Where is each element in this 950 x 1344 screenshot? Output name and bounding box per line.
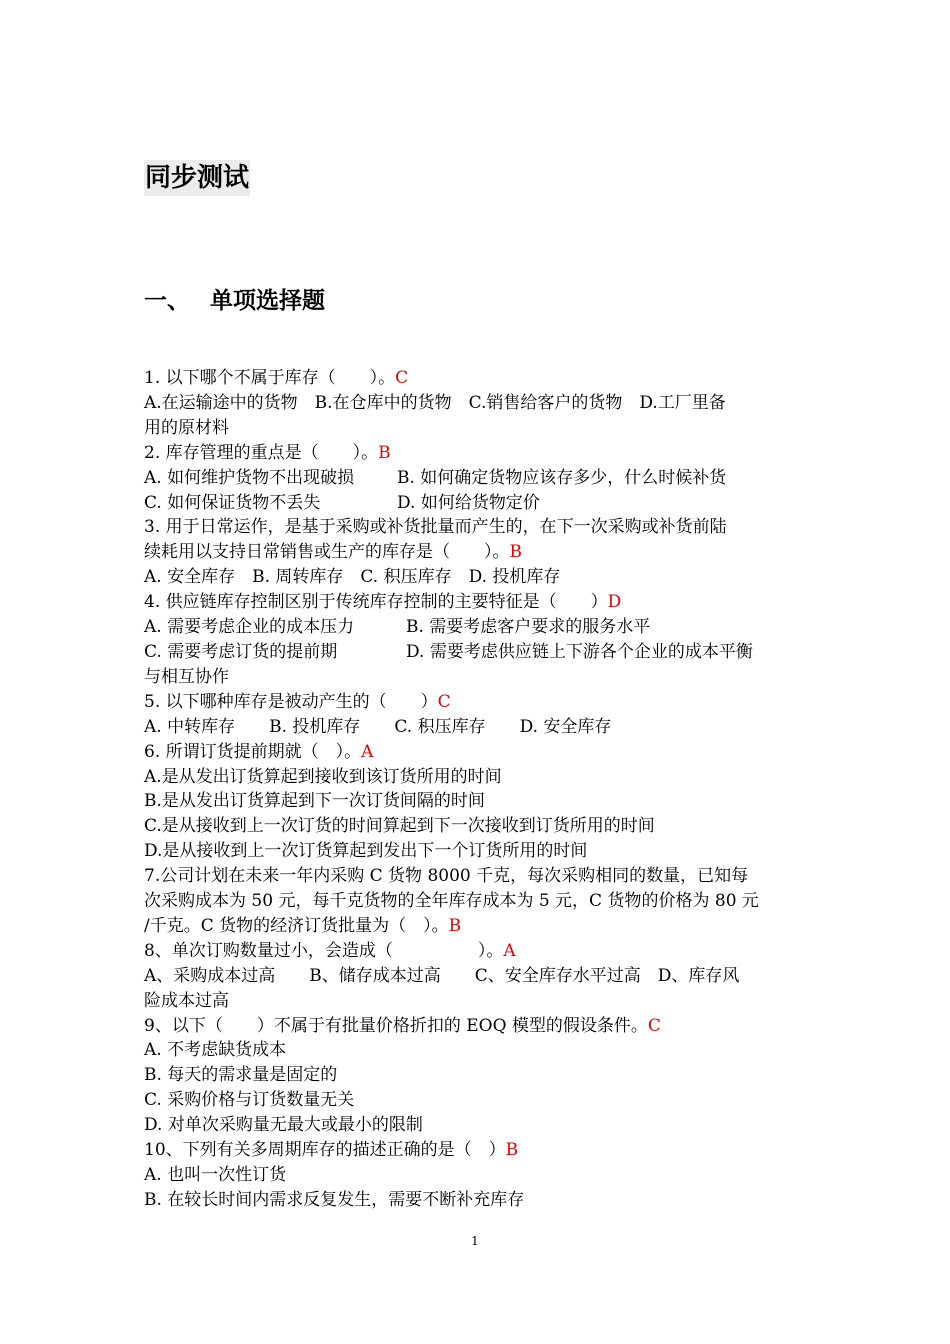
question-8-options: A、采购成本过高 B、储存成本过高 C、安全库存水平过高 D、库存风 [144,965,740,986]
question-6-option-b: B.是从发出订货算起到下一次订货间隔的时间 [144,791,485,812]
question-9-option-d: D. 对单次采购量无最大或最小的限制 [144,1115,423,1136]
question-6-option-a: A.是从发出订货算起到接收到该订货所用的时间 [144,766,502,787]
question-4-options-cd [144,640,812,665]
answer-9: C [647,1015,661,1036]
question-9-option-c: C. 采购价格与订货数量无关 [144,1090,355,1111]
question-10-option-a: A. 也叫一次性订货 [144,1165,287,1185]
question-3-stem: 3. 用于日常运作，是基于采购或补货批量而产生的，在下一次采购或补货前陆 [144,517,727,538]
option-b: B. 需要考虑客户要求的服务水平 [406,617,651,638]
answer-2: B [378,442,391,463]
section-title: 单项选择题 [210,288,325,314]
answer-7: B [448,915,462,936]
answer-10: B [505,1140,519,1161]
page-number: 1 [471,1234,479,1248]
question-9-option-a: A. 不考虑缺货成本 [144,1040,287,1061]
option-c: C. 需要考虑订货的提前期 [144,641,338,662]
question-1-stem: 1. 以下哪个不属于库存（ ）。C [144,368,409,388]
option-d: D. 需要考虑供应链上下游各个企业的成本平衡 [406,641,753,662]
question-10-stem: 10、下列有关多周期库存的描述正确的是（ ）B [144,1140,519,1161]
question-8-stem: 8、单次订购数量过小，会造成（ ）。A [144,940,516,961]
question-4-stem: 4. 供应链库存控制区别于传统库存控制的主要特征是（ ）D [144,592,622,613]
question-2-options-cd [144,491,812,516]
question-1-options-cont: 用的原材料 [144,417,229,438]
question-7-line-1: 7.公司计划在未来一年内采购 C 货物 8000 千克，每次采购相同的数量，已知每 [144,866,749,887]
question-8-options-cont: 险成本过高 [144,990,229,1011]
option-c: C. 如何保证货物不丢失 [144,492,321,513]
question-1-options: A.在运输途中的货物 B.在仓库中的货物 C.销售给客户的货物 D.工厂里备 [144,392,726,413]
question-5-options: A. 中转库存 B. 投机库存 C. 积压库存 D. 安全库存 [144,716,612,737]
question-list [144,366,812,1213]
question-9-stem: 9、以下（ ）不属于有批量价格折扣的 EOQ 模型的假设条件。C [144,1015,661,1036]
question-7-line-3: /千克。C 货物的经济订货批量为（ ）。B [144,915,462,936]
question-6-option-c: C.是从接收到上一次订货的时间算起到下一次接收到订货所用的时间 [144,816,655,837]
question-4-options-cont: 与相互协作 [144,666,229,687]
option-a: A. 需要考虑企业的成本压力 [144,617,355,638]
section-heading [144,284,325,318]
question-3-options: A. 安全库存 B. 周转库存 C. 积压库存 D. 投机库存 [144,567,561,588]
option-a: A. 如何维护货物不出现破损 [144,467,355,488]
question-6-stem: 6. 所谓订货提前期就（ ）。A [144,741,374,762]
answer-1: C [395,368,409,388]
question-6-option-d: D.是从接收到上一次订货算起到发出下一个订货所用的时间 [144,841,588,862]
option-d: D. 如何给货物定价 [397,492,540,513]
question-2-stem: 2. 库存管理的重点是（ ）。B [144,442,391,463]
option-b: B. 如何确定货物应该存多少，什么时候补货 [397,467,727,488]
page-title: 同步测试 [144,160,250,196]
answer-6: A [361,741,374,762]
section-number: 一、 [144,288,190,314]
question-3-stem-cont: 续耗用以支持日常销售或生产的库存是（ ）。B [144,542,522,563]
question-10-option-b: B. 在较长时间内需求反复发生，需要不断补充库存 [144,1189,525,1210]
answer-8: A [503,940,516,961]
question-2-options-ab [144,466,812,491]
question-7-line-2: 次采购成本为 50 元，每千克货物的全年库存成本为 5 元，C 货物的价格为 80 元 [144,891,759,912]
answer-4: D [607,592,622,613]
question-4-options-ab [144,615,812,640]
answer-5: C [437,691,451,712]
question-5-stem: 5. 以下哪种库存是被动产生的（ ）C [144,691,451,712]
answer-3: B [509,542,522,563]
question-9-option-b: B. 每天的需求量是固定的 [144,1065,338,1086]
